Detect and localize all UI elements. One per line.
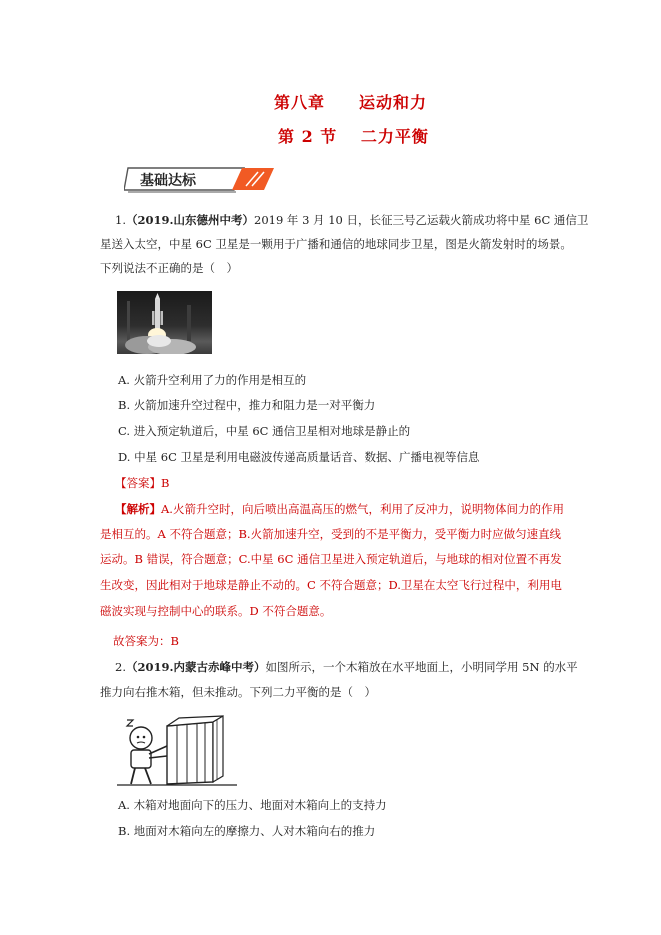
q1-analysis-line4: 生改变，因此相对于地球是静止不动的。C 不符合题意；D.卫星在太空飞行过程中，利用电 [100, 578, 562, 592]
q2-stem-line2: 推力向右推木箱，但未推动。下列二力平衡的是（ ） [100, 685, 376, 699]
q1-stem-line1 [115, 213, 588, 227]
answer-value: B [161, 476, 170, 490]
q1-option-b: B. 火箭加速升空过程中，推力和阻力是一对平衡力 [118, 398, 376, 412]
answer-label: 【答案】 [115, 476, 161, 490]
pushing-box-drawing [117, 712, 237, 787]
rocket-scene [117, 291, 212, 354]
analysis-label: 【解析】 [115, 502, 161, 516]
rocket-launch-image [117, 291, 212, 354]
q1-number: 1. [115, 213, 126, 227]
q2-option-a: A. 木箱对地面向下的压力、地面对木箱向上的支持力 [118, 798, 387, 812]
q1-stem-line2: 星送入太空，中星 6C 卫星是一颗用于广播和通信的地球同步卫星，图是火箭发射时的场景。 [100, 237, 572, 251]
section-title: 第 2 节 二力平衡 [278, 127, 429, 146]
q1-analysis-line5: 磁波实现与控制中心的联系。D 不符合题意。 [100, 604, 332, 618]
pushing-box-illustration [117, 712, 237, 787]
q1-analysis-line1 [115, 502, 564, 516]
q2-source: （2019.内蒙古赤峰中考） [125, 660, 266, 674]
q2-number: 2. [115, 660, 126, 674]
q1-analysis-line2: 是相互的。A 不符合题意；B.火箭加速升空，受到的不是平衡力，受平衡力时应做匀速直线 [100, 527, 562, 541]
q1-stem-text: 2019 年 3 月 10 日，长征三号乙运载火箭成功将中星 6C 通信卫 [254, 213, 589, 227]
q1-stem-line3: 下列说法不正确的是（ ） [100, 261, 238, 275]
analysis-text-1: A.火箭升空时，向后喷出高温高压的燃气，利用了反冲力，说明物体间力的作用 [161, 502, 564, 516]
q1-option-a: A. 火箭升空利用了力的作用是相互的 [118, 373, 307, 387]
q1-analysis-line3: 运动。B 错误，符合题意；C.中星 6C 通信卫星进入预定轨道后，与地球的相对位置不再发 [100, 552, 562, 566]
q2-option-b: B. 地面对木箱向左的摩擦力、人对木箱向右的推力 [118, 824, 376, 838]
chapter-title: 第八章 运动和力 [274, 93, 428, 112]
q1-option-c: C. 进入预定轨道后，中星 6C 通信卫星相对地球是静止的 [118, 424, 411, 438]
q1-option-d: D. 中星 6C 卫星是利用电磁波传递高质量话音、数据、广播电视等信息 [118, 450, 480, 464]
q1-source: （2019.山东德州中考） [125, 213, 254, 227]
section-banner [124, 164, 274, 194]
q2-stem-text: 如图所示，一个木箱放在水平地面上，小明同学用 5N 的水平 [265, 660, 578, 674]
q1-final-answer: 故答案为：B [113, 634, 179, 648]
banner-label: 基础达标 [140, 173, 196, 189]
q1-answer [115, 476, 169, 490]
q2-stem-line1 [115, 660, 578, 674]
